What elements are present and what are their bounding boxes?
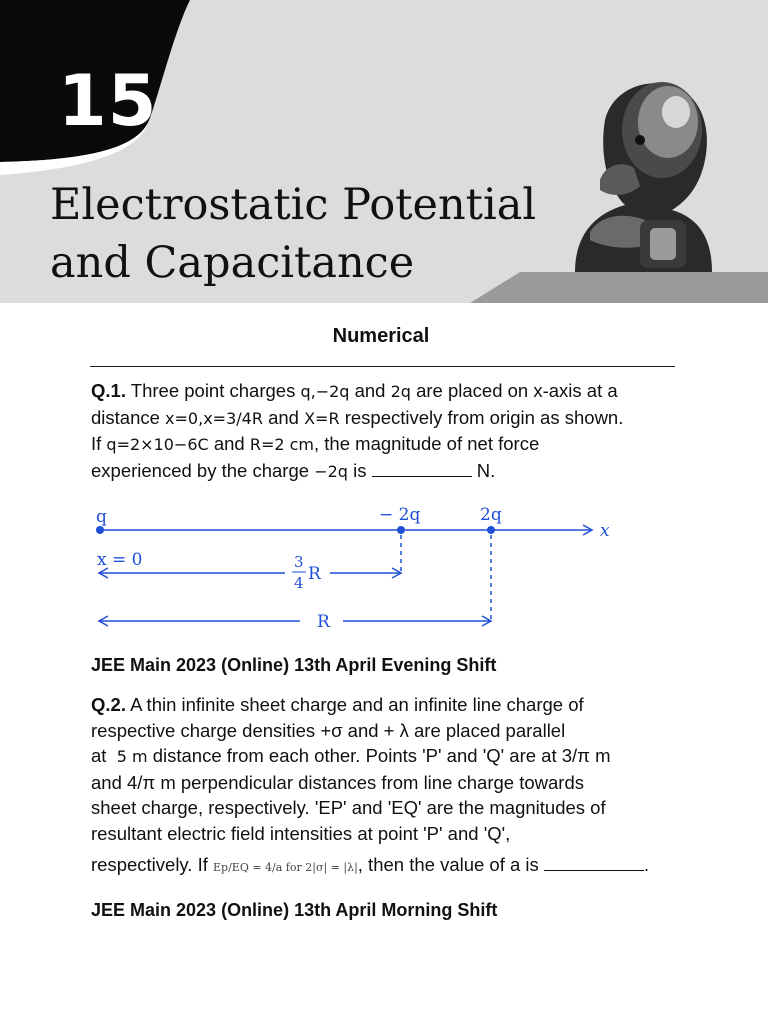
q2-line-7-a: respectively. If xyxy=(91,854,208,875)
q2-line-1 xyxy=(91,692,691,718)
q1-text-a: Three point charges xyxy=(130,380,296,401)
question-1-text xyxy=(91,378,691,484)
q2-line-3 xyxy=(91,743,691,770)
label-frac-denominator: 4 xyxy=(294,574,304,592)
charge-minus2q-dot xyxy=(397,526,405,534)
question-2-text xyxy=(91,692,691,881)
section-heading: Numerical xyxy=(332,325,430,347)
q2-line-3-b: distance from each other. Points 'P' and 'Q' are at 3/π m xyxy=(152,745,611,766)
q2-line-1-text: A thin infinite sheet charge and an infinite line charge of xyxy=(130,694,584,715)
q2-line-5: sheet charge, respectively. 'EP' and 'EQ' are the magnitudes of xyxy=(91,797,606,818)
label-frac-r: R xyxy=(308,564,321,584)
answer-blank xyxy=(372,462,472,477)
chapter-title xyxy=(50,176,536,292)
q1-text-e: If xyxy=(91,433,102,454)
q2-distance: 5 m xyxy=(116,747,148,766)
q1-target-charge: −2q xyxy=(314,461,348,481)
q2-line-7-b: , then the value of a is xyxy=(357,854,539,875)
label-frac-numerator: 3 xyxy=(294,553,304,571)
q1-text-b: are placed on x-axis at a xyxy=(416,380,618,401)
q1-charge-value: q=2×10−6C xyxy=(106,435,209,454)
label-x-zero: x = 0 xyxy=(97,550,143,570)
q1-and-3: and xyxy=(213,433,245,454)
q1-text-h: is xyxy=(353,459,367,481)
q1-line-1 xyxy=(91,378,691,405)
q2-source: JEE Main 2023 (Online) 13th April Morning Shift xyxy=(91,900,498,920)
q2-line-4: and 4/π m perpendicular distances from line charge towards xyxy=(91,771,584,793)
q1-unit: N. xyxy=(476,459,496,481)
q2-line-6: resultant electric field intensities at point 'P' and 'Q', xyxy=(91,822,511,844)
charge-2q-dot xyxy=(487,526,495,534)
answer-blank-2 xyxy=(544,856,644,871)
q1-positions: x=0,x=3/4R xyxy=(165,408,263,428)
q2-formula: Ep/EQ = 4/a for 2|σ| = |λ| xyxy=(213,861,358,874)
chapter-title-line2: and Capacitance xyxy=(50,238,415,288)
q1-line-2 xyxy=(91,405,691,432)
charge-q-dot xyxy=(96,526,104,534)
charge-position-diagram xyxy=(85,495,625,635)
q1-charge-3: 2q xyxy=(390,382,411,401)
chapter-number: 15 xyxy=(58,60,158,142)
q2-line-3-a: at xyxy=(91,745,107,766)
label-q: q xyxy=(96,507,107,527)
label-2q: 2q xyxy=(480,505,502,525)
q1-and-2: and xyxy=(268,406,299,428)
q1-radius-value: R=2 cm xyxy=(249,435,315,454)
q2-line-2: respective charge densities +σ and + λ are placed parallel xyxy=(91,719,566,741)
chapter-banner xyxy=(0,0,768,303)
label-minus-2q: − 2q xyxy=(379,505,421,525)
q1-text-g: experienced by the charge xyxy=(91,459,310,481)
q2-label: Q.2. xyxy=(91,694,126,715)
q1-source: JEE Main 2023 (Online) 13th April Evening Shift xyxy=(91,655,497,675)
q1-line-4 xyxy=(91,458,691,485)
q1-and-1: and xyxy=(354,380,386,401)
q2-line-7: respectively. If Ep/EQ = 4/a for 2|σ| = |λ|, then the value of a is . xyxy=(91,854,650,875)
label-r: R xyxy=(317,612,330,632)
section-divider xyxy=(90,366,675,367)
chapter-title-line1: Electrostatic Potential xyxy=(50,180,537,230)
q1-label: Q.1. xyxy=(91,380,126,401)
q1-text-d: respectively from origin as shown. xyxy=(344,406,624,428)
q1-pos-3: X=R xyxy=(304,408,340,428)
robot-thinker-icon xyxy=(575,82,712,272)
q1-text-c: distance xyxy=(91,406,160,428)
q1-line-3 xyxy=(91,431,691,458)
q1-charges: q,−2q xyxy=(300,382,350,401)
label-x-axis: x xyxy=(600,521,610,541)
q1-text-f: , the magnitude of net force xyxy=(314,433,540,454)
